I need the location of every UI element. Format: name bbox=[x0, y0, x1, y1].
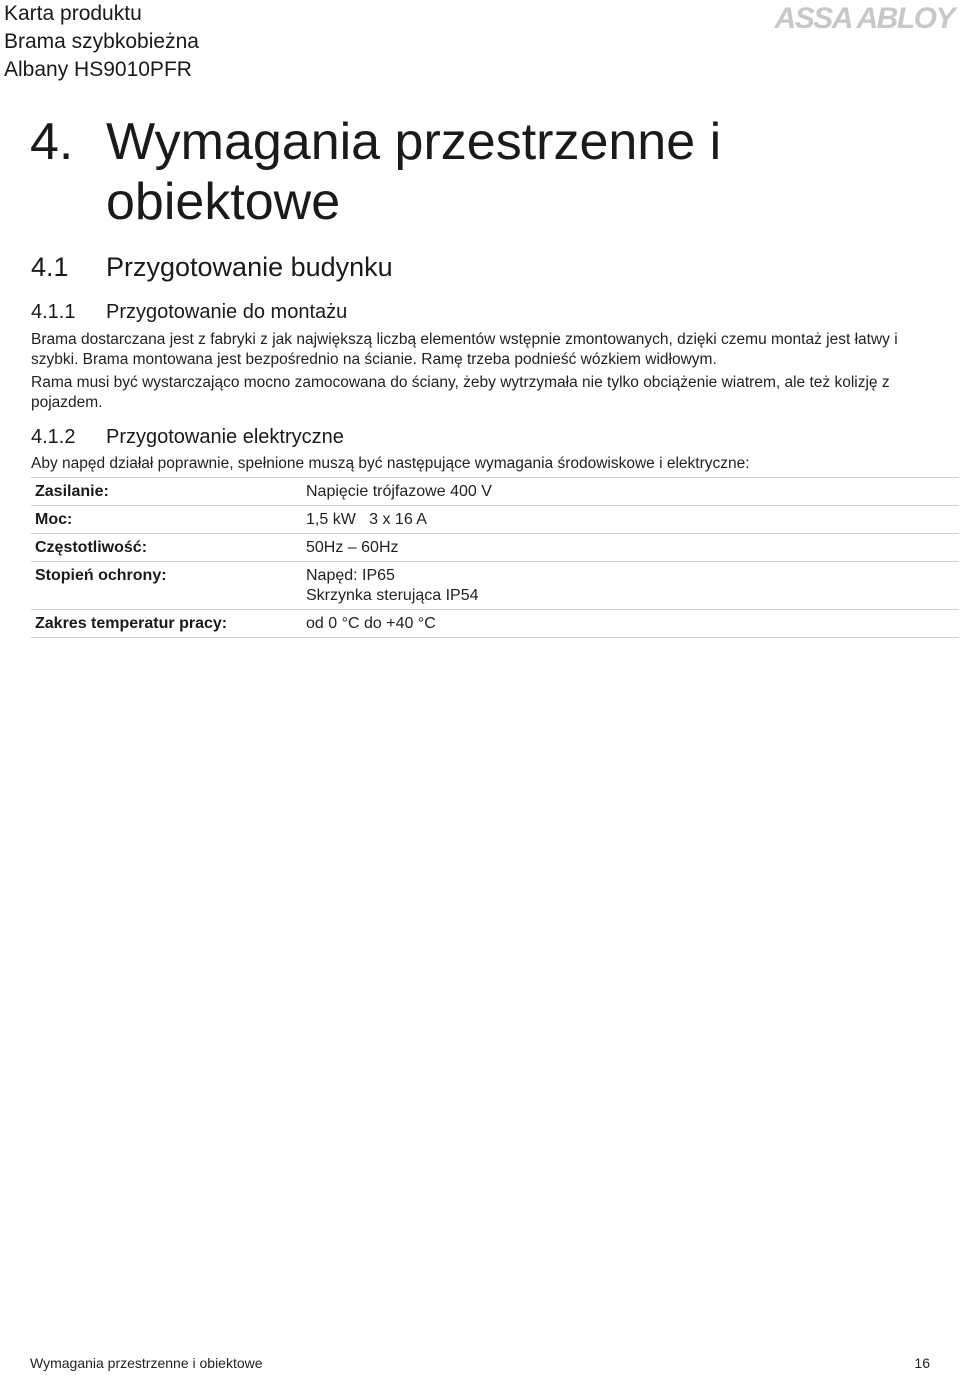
spec-value bbox=[306, 538, 959, 558]
requirements-table bbox=[31, 477, 959, 638]
spec-value-line: Skrzynka sterująca IP54 bbox=[306, 587, 479, 604]
section-number: 4. bbox=[30, 113, 74, 171]
spec-label: Częstotliwość: bbox=[35, 539, 148, 556]
spec-value-line: 50Hz – 60Hz bbox=[306, 539, 399, 556]
table-row bbox=[31, 561, 959, 609]
sub2-intro: Aby napęd działał poprawnie, spełnione muszą być następujące wymagania środowiskowe i elektryczne: bbox=[31, 455, 750, 472]
table-row bbox=[31, 505, 959, 533]
spec-label: Zasilanie: bbox=[35, 483, 109, 500]
section-title-line1: Wymagania przestrzenne i bbox=[106, 113, 722, 171]
brand-logo: ASSA ABLOY bbox=[774, 2, 954, 35]
header-product-type: Brama szybkobieżna bbox=[4, 30, 199, 53]
sub1-paragraph-1: Brama dostarczana jest z fabryki z jak największą liczbą elementów wstępnie zmontowanych, dzięki czemu montaż jest łatwy i szybki. Brama montowana jest bezpośrednio na ścianie. Ramę trzeba podnieść wózkiem widłowym. bbox=[31, 331, 898, 368]
subsection-heading bbox=[31, 250, 393, 284]
spec-value-line: Napięcie trójfazowe 400 V bbox=[306, 483, 492, 500]
sub2-number: 4.1.2 bbox=[31, 426, 76, 448]
spec-value bbox=[306, 566, 959, 606]
spec-value-line: od 0 °C do +40 °C bbox=[306, 615, 436, 632]
spec-label: Stopień ochrony: bbox=[35, 567, 167, 584]
sub2-heading bbox=[31, 424, 344, 450]
table-row bbox=[31, 609, 959, 638]
footer-section-title: Wymagania przestrzenne i obiektowe bbox=[30, 1355, 263, 1371]
section-heading bbox=[30, 112, 750, 232]
sub2-title: Przygotowanie elektryczne bbox=[106, 426, 344, 448]
table-row bbox=[31, 533, 959, 561]
header-doc-type: Karta produktu bbox=[4, 2, 142, 25]
header-product-model: Albany HS9010PFR bbox=[4, 58, 192, 81]
spec-label: Moc: bbox=[35, 511, 73, 528]
subsection-number: 4.1 bbox=[31, 252, 69, 282]
section-title-line2: obiektowe bbox=[106, 173, 341, 231]
spec-value-line: Napęd: IP65 bbox=[306, 567, 395, 584]
sub1-paragraph-2: Rama musi być wystarczająco mocno zamocowana do ściany, żeby wytrzymała nie tylko obciążenie wiatrem, ale też kolizję z pojazdem. bbox=[31, 374, 890, 411]
spec-value bbox=[306, 510, 959, 530]
page-number: 16 bbox=[914, 1355, 930, 1371]
sub1-heading bbox=[31, 299, 347, 325]
subsection-title: Przygotowanie budynku bbox=[106, 252, 393, 282]
sub1-number: 4.1.1 bbox=[31, 301, 76, 323]
spec-value-line: 1,5 kW 3 x 16 A bbox=[306, 511, 427, 528]
document-header bbox=[4, 0, 199, 84]
spec-value bbox=[306, 482, 959, 502]
table-row bbox=[31, 477, 959, 505]
sub1-title: Przygotowanie do montażu bbox=[106, 301, 348, 323]
spec-value bbox=[306, 614, 959, 634]
spec-label: Zakres temperatur pracy: bbox=[35, 615, 228, 632]
